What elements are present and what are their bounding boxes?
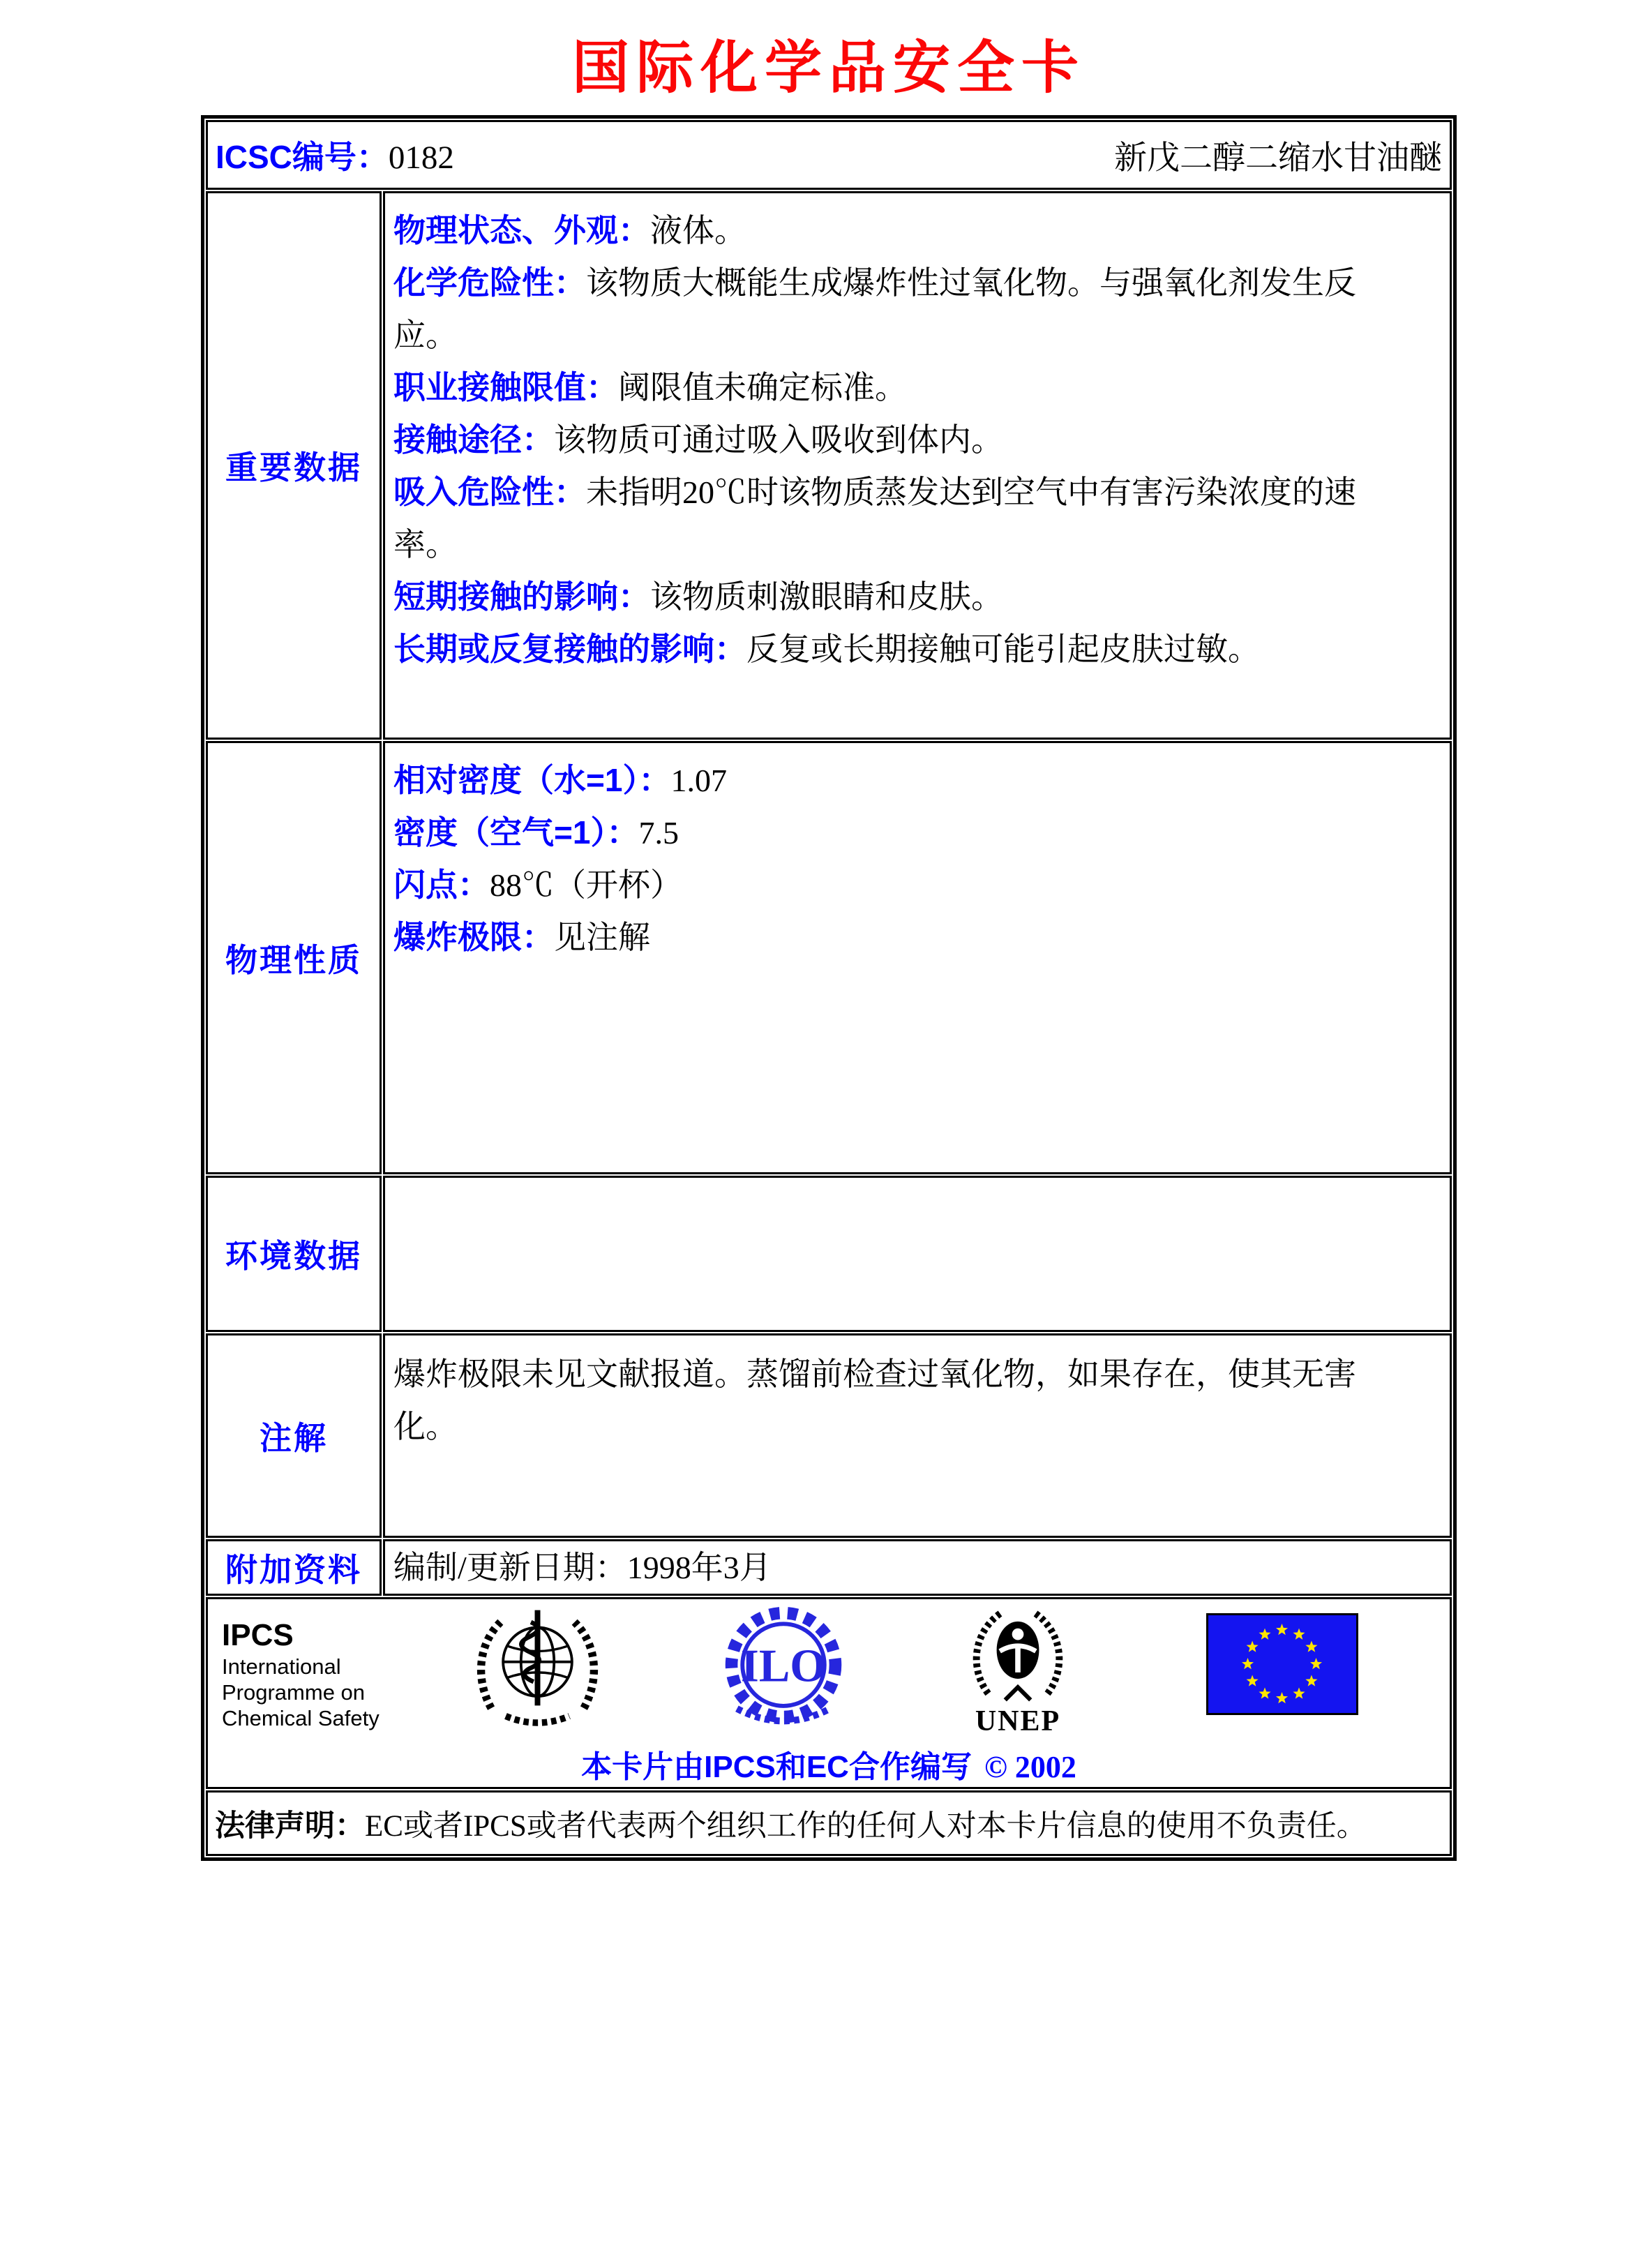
- copyright-text: © 2002: [984, 1750, 1076, 1784]
- chemical-name: 新戊二醇二缩水甘油醚: [1114, 140, 1442, 177]
- header-row-cell: [206, 120, 1452, 190]
- ipcs-acronym: IPCS: [222, 1618, 294, 1652]
- svg-text:ILO: ILO: [740, 1640, 827, 1692]
- icsc-number-value: 0182: [388, 140, 454, 176]
- who-logo: [466, 1602, 609, 1744]
- field-label: 密度（空气=1）：: [393, 814, 639, 851]
- important-line: [393, 623, 1416, 675]
- additional-info-text: 编制/更新日期：1998年3月: [393, 1550, 772, 1585]
- icsc-card-page: [0, 33, 1652, 2260]
- field-label: 相对密度（水=1）：: [393, 762, 671, 798]
- physical-line: [393, 807, 1416, 859]
- field-value: 7.5: [638, 815, 679, 851]
- ipcs-line: Chemical Safety: [222, 1706, 380, 1730]
- section-content-important-data: [383, 191, 1452, 740]
- ipcs-text-block: [222, 1617, 396, 1731]
- section-content-notes: [383, 1333, 1452, 1538]
- legal-notice-text: EC或者IPCS或者代表两个组织工作的任何人对本卡片信息的使用不负责任。: [365, 1809, 1367, 1843]
- unep-logo: [962, 1602, 1074, 1737]
- section-label-physical-properties: 物理性质: [206, 741, 382, 1174]
- field-label: 职业接触限值：: [393, 369, 618, 405]
- field-value: 未指明20℃时该物质蒸发达到空气中有害污染浓度的速率。: [393, 474, 1356, 562]
- legal-row-cell: [206, 1790, 1452, 1856]
- icsc-number-label: ICSC编号：: [216, 139, 389, 175]
- field-value: 反复或长期接触可能引起皮肤过敏。: [746, 631, 1260, 667]
- page-title: 国际化学品安全卡: [571, 36, 1086, 100]
- field-label: 化学危险性：: [393, 264, 586, 301]
- section-label-notes: 注解: [206, 1333, 382, 1538]
- ipcs-line: Programme on: [222, 1680, 366, 1705]
- logos-row-cell: [206, 1597, 1452, 1789]
- field-value: 阈限值未确定标准。: [618, 370, 907, 405]
- field-value: 该物质刺激眼睛和皮肤。: [650, 579, 1003, 615]
- ilo-logo: [715, 1602, 852, 1739]
- physical-line: [393, 754, 1416, 807]
- section-label-additional-info: 附加资料: [206, 1539, 382, 1596]
- cooperation-caption-text: 本卡片由IPCS和EC合作编写: [581, 1750, 972, 1784]
- section-content-environmental-data: [383, 1176, 1452, 1332]
- field-label: 吸入危险性：: [393, 474, 586, 510]
- icsc-table: [201, 115, 1457, 1861]
- field-value: 1.07: [670, 763, 727, 798]
- ipcs-line: International: [222, 1654, 341, 1679]
- field-label: 爆炸极限：: [393, 919, 554, 955]
- field-label: 长期或反复接触的影响：: [393, 631, 746, 667]
- section-content-physical-properties: [383, 741, 1452, 1174]
- icsc-number-group: [216, 132, 454, 178]
- field-value: 见注解: [554, 920, 650, 955]
- important-line: [393, 204, 1416, 257]
- legal-notice-label: 法律声明：: [215, 1809, 365, 1843]
- field-value: 该物质大概能生成爆炸性过氧化物。与强氧化剂发生反应。: [393, 265, 1356, 353]
- field-label: 物理状态、外观：: [393, 212, 650, 248]
- section-content-additional-info: [383, 1539, 1452, 1596]
- section-label-important-data: 重要数据: [206, 191, 382, 740]
- cooperation-caption: [208, 1748, 1450, 1787]
- notes-text: 爆炸极限未见文献报道。蒸馏前检查过氧化物，如果存在，使其无害化。: [393, 1356, 1356, 1444]
- field-label: 接触途径：: [393, 421, 554, 458]
- field-value: 该物质可通过吸入吸收到体内。: [554, 422, 1003, 458]
- field-value: 88℃（开杯）: [490, 867, 682, 903]
- important-line: [393, 466, 1416, 571]
- important-line: [393, 257, 1416, 361]
- field-value: 液体。: [650, 213, 746, 248]
- field-label: 短期接触的影响：: [393, 578, 650, 615]
- physical-line: [393, 911, 1416, 964]
- unep-label: UNEP: [975, 1705, 1061, 1737]
- eu-flag: [1206, 1613, 1358, 1719]
- important-line: [393, 571, 1416, 623]
- important-line: [393, 414, 1416, 466]
- important-line: [393, 361, 1416, 414]
- section-label-environmental-data: 环境数据: [206, 1176, 382, 1332]
- field-label: 闪点：: [393, 867, 490, 903]
- physical-line: [393, 859, 1416, 911]
